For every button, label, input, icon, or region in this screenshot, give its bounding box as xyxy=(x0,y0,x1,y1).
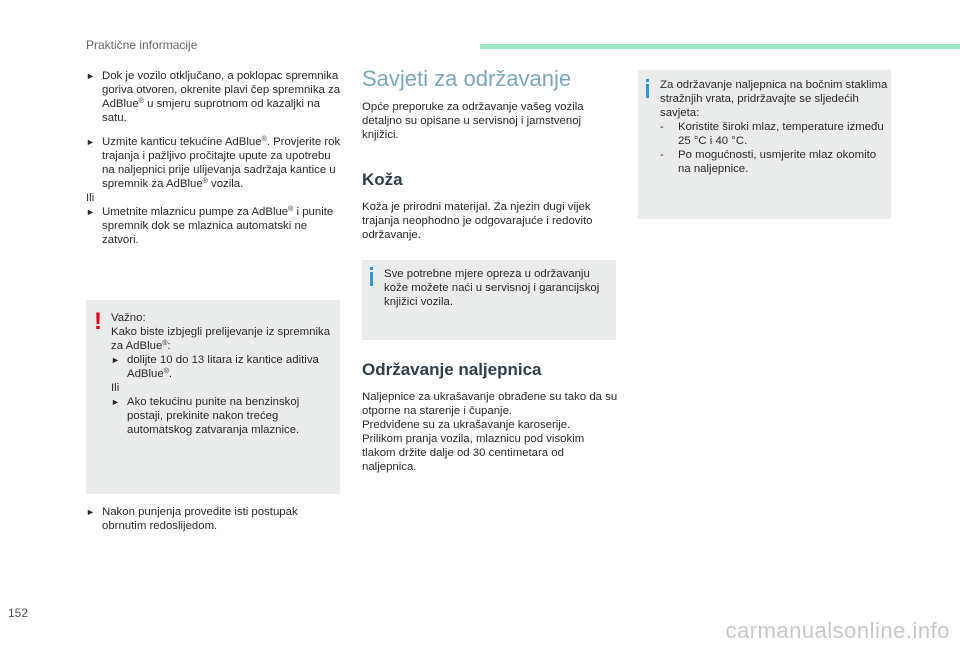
section-koza-title: Koža xyxy=(362,170,403,189)
bullet-4-text: Nakon punjenja provedite isti postupak obrnutim redoslijedom. xyxy=(102,506,298,532)
warning-exclamation-icon: ! xyxy=(94,308,102,335)
arrow-bullet-icon: ► xyxy=(86,507,95,517)
arrow-bullet-icon: ► xyxy=(86,207,95,217)
bullet-3-text-end: i punite spremnik dok se mlaznica automatski ne zatvori. xyxy=(102,206,334,246)
page-title: Savjeti za održavanje xyxy=(362,66,572,91)
bullet-1-text-end: u smjeru suprotnom od kazaljki na satu. xyxy=(102,98,320,124)
bullet-3 xyxy=(86,205,342,247)
arrow-bullet-icon: ► xyxy=(111,355,120,365)
registered-mark: ® xyxy=(288,206,294,213)
info-box-koza-text: Sve potrebne mjere opreza u održavanju kože možete naći u servisnoj i garancijskoj knjižici vozila. xyxy=(384,268,600,308)
warning-content xyxy=(111,311,333,437)
info-item-1 xyxy=(660,120,888,148)
dash-marker: - xyxy=(660,149,664,161)
arrow-bullet-icon: ► xyxy=(86,137,95,147)
bullet-2 xyxy=(86,135,342,191)
info-icon-dot xyxy=(646,79,649,82)
bullet-4 xyxy=(86,505,342,533)
header-accent-bar xyxy=(480,44,960,49)
bullet-4-wrap xyxy=(86,505,342,533)
registered-mark: ® xyxy=(163,368,169,375)
info-icon xyxy=(370,272,373,286)
info-naljepnice-intro: Za održavanje naljepnica na bočnim staklima stražnjih vrata, pridržavajte se sljedećih savjeta: xyxy=(660,79,888,119)
bullet-1 xyxy=(86,69,342,125)
info-box-naljepnice-content xyxy=(660,78,888,176)
bullet-3-text: Umetnite mlaznicu pumpe za AdBlue xyxy=(102,206,289,218)
section-naljepnice-title: Održavanje naljepnica xyxy=(362,360,542,379)
intro-text: Opće preporuke za održavanje vašeg vozila detaljno su opisane u servisnoj i jamstvenoj knjižici. xyxy=(362,101,584,141)
arrow-bullet-icon: ► xyxy=(111,397,120,407)
warning-item-1-end: . xyxy=(168,368,173,380)
warning-item-1-text: dolijte 10 do 13 litara iz kantice aditiva AdBlue xyxy=(127,354,319,380)
warning-title: Važno: xyxy=(111,312,146,324)
registered-mark: ® xyxy=(261,136,267,143)
section-naljepnice-text-1: Naljepnice za ukrašavanje obrađene su tako da su otporne na starenje i čupanje. xyxy=(362,391,618,417)
section-naljepnice-text-3: Prilikom pranja vozila, mlaznicu pod visokim tlakom držite dalje od 30 centimetara od naljepnica. xyxy=(362,433,585,473)
warning-line1-end: : xyxy=(167,340,171,352)
page-number: 152 xyxy=(8,606,29,620)
header-title: Praktične informacije xyxy=(86,38,198,52)
warning-ili: Ili xyxy=(111,382,120,394)
arrow-bullet-icon: ► xyxy=(86,71,95,81)
bullet-1-text: Dok je vozilo otključano, a poklopac spremnika goriva otvoren, okrenite plavi čep spremnika za AdBlue xyxy=(102,70,341,110)
section-naljepnice-body xyxy=(362,390,618,474)
bullet-2-text-end: vozila. xyxy=(207,178,244,190)
registered-mark: ® xyxy=(162,340,168,347)
info-icon xyxy=(646,84,649,98)
left-column xyxy=(86,69,342,247)
section-koza-text: Koža je prirodni materijal. Za njezin dugi vijek trajanja neophodno je odgovarajuće i redovito održavanje. xyxy=(362,201,593,241)
dash-marker: - xyxy=(660,121,664,133)
info-icon-dot xyxy=(370,267,373,270)
section-naljepnice-text-2: Predviđene su za ukrašavanje karoserije. xyxy=(362,419,571,431)
info-item-1-text: Koristite široki mlaz, temperature između 25 °C i 40 °C. xyxy=(678,121,884,147)
registered-mark: ® xyxy=(138,98,144,105)
bullet-2-text: Uzmite kanticu tekućine AdBlue xyxy=(102,136,262,148)
watermark: carmanualsonline.info xyxy=(725,618,950,643)
registered-mark: ® xyxy=(202,178,208,185)
info-item-2-text: Po mogućnosti, usmjerite mlaz okomito na naljepnice. xyxy=(678,149,877,175)
warning-item-2 xyxy=(111,395,333,437)
ili-label: Ili xyxy=(86,192,95,204)
warning-line1-text: Kako biste izbjegli prelijevanje iz spremnika za AdBlue xyxy=(111,326,331,352)
warning-line1 xyxy=(111,325,333,353)
info-item-2 xyxy=(660,148,888,176)
bullet-2-text-mid: . Provjerite rok trajanja i pažljivo pročitajte upute za upotrebu na naljepnici prije ulijevanja sadržaja kantice u spremnik za AdBlue xyxy=(102,136,341,190)
warning-item-1 xyxy=(111,353,333,381)
warning-item-2-text: Ako tekućinu punite na benzinskoj postaji, prekinite nakon trećeg automatskog zatvaranja mlaznice. xyxy=(127,396,300,436)
